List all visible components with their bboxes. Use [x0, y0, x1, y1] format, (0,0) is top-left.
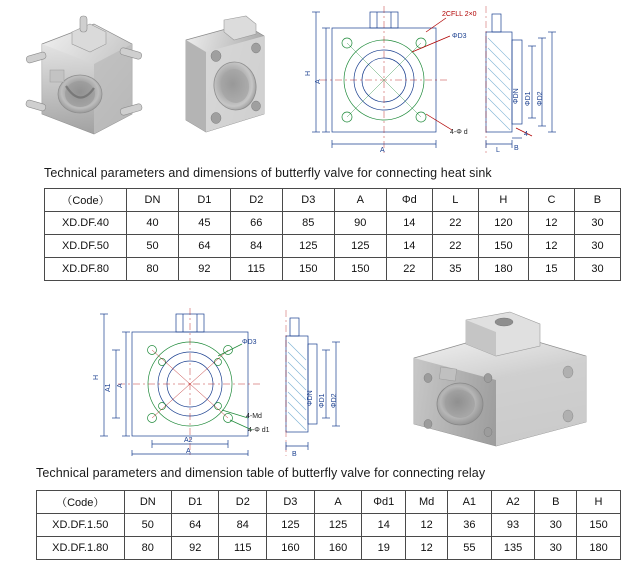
top-figure-row	[0, 0, 621, 158]
th-d2: D2	[230, 189, 282, 212]
cell-dn: 40	[127, 212, 179, 235]
th-a2: A2	[491, 491, 535, 514]
th-phid: Φd	[386, 189, 432, 212]
table-row	[37, 514, 621, 537]
table-wrapper-section-2	[36, 490, 621, 560]
cell-c: 12	[528, 212, 574, 235]
dim-label-a1: A1	[105, 383, 112, 392]
cell-phid1: 19	[362, 537, 406, 560]
dim-label-holes: 4-Φ d	[450, 129, 468, 136]
cell-h: 120	[478, 212, 528, 235]
th-d3: D3	[267, 491, 315, 514]
cell-a: 125	[334, 235, 386, 258]
table-row	[45, 212, 621, 235]
table-row	[45, 235, 621, 258]
dim-label-h: H	[305, 70, 312, 76]
cell-a: 90	[334, 212, 386, 235]
th-h: H	[478, 189, 528, 212]
cell-h: 150	[478, 235, 528, 258]
cell-a2: 93	[491, 514, 535, 537]
bottom-figure-row	[0, 300, 621, 458]
valve-photo-relay	[400, 312, 605, 450]
th-dn: DN	[127, 189, 179, 212]
dim-label-phi-d1: ΦD1	[525, 91, 532, 106]
cell-phid1: 14	[362, 514, 406, 537]
cell-md: 12	[406, 514, 448, 537]
cell-a: 125	[314, 514, 362, 537]
caption-section-1: Technical parameters and dimensions of butterfly valve for connecting heat sink	[44, 166, 492, 180]
cell-d3: 125	[282, 235, 334, 258]
th-d1: D1	[178, 189, 230, 212]
dim-label-a2: A2	[184, 437, 193, 444]
drawing-heat-sink-valve	[300, 6, 600, 154]
drawing-relay-valve	[90, 306, 390, 456]
cell-c: 12	[528, 235, 574, 258]
dim-label-phi-d3: ΦD3	[242, 339, 257, 346]
dim-label-phi-d2: ΦD2	[331, 393, 338, 408]
cell-a: 150	[334, 258, 386, 281]
cell-d1: 64	[178, 235, 230, 258]
th-c: C	[528, 189, 574, 212]
cell-code: XD.DF.80	[45, 258, 127, 281]
cell-d1: 92	[178, 258, 230, 281]
cell-d3: 85	[282, 212, 334, 235]
dim-label-phi-dn: ΦDN	[307, 390, 314, 406]
cell-d1: 45	[178, 212, 230, 235]
cell-a1: 55	[448, 537, 492, 560]
dim-label-h: H	[93, 374, 100, 380]
cell-b: 30	[535, 537, 577, 560]
dim-label-phi-dn: ΦDN	[513, 88, 520, 104]
cell-l: 22	[432, 212, 478, 235]
cell-b: 30	[574, 212, 620, 235]
cell-d2: 115	[219, 537, 267, 560]
dim-label-a-horiz: A	[380, 147, 385, 154]
cell-d2: 115	[230, 258, 282, 281]
cell-b: 30	[574, 258, 620, 281]
th-md: Md	[406, 491, 448, 514]
th-a: A	[334, 189, 386, 212]
cell-h: 180	[478, 258, 528, 281]
th-code: （Code）	[45, 189, 127, 212]
dim-label-chamfer: 2CFLL 2×0	[442, 11, 477, 18]
cell-dn: 80	[124, 537, 172, 560]
cell-d2: 84	[230, 235, 282, 258]
cell-dn: 50	[124, 514, 172, 537]
cell-a2: 135	[491, 537, 535, 560]
table-wrapper-section-1	[44, 188, 621, 281]
table-header-row	[45, 189, 621, 212]
cell-dn: 50	[127, 235, 179, 258]
cell-code: XD.DF.50	[45, 235, 127, 258]
spec-table-relay	[36, 490, 621, 560]
cell-l: 22	[432, 235, 478, 258]
cell-d1: 92	[172, 537, 219, 560]
th-dn: DN	[124, 491, 172, 514]
dim-label-a-vert: A	[117, 383, 124, 388]
cell-phid: 14	[386, 235, 432, 258]
dim-label-a-horiz: A	[186, 448, 191, 455]
cell-dn: 80	[127, 258, 179, 281]
th-b: B	[535, 491, 577, 514]
th-b: B	[574, 189, 620, 212]
cell-a: 160	[314, 537, 362, 560]
cell-code: XD.DF.1.80	[37, 537, 125, 560]
cell-d3: 150	[282, 258, 334, 281]
cell-code: XD.DF.1.50	[37, 514, 125, 537]
cell-b: 30	[574, 235, 620, 258]
dim-label-b: B	[514, 145, 519, 152]
cell-h: 150	[577, 514, 621, 537]
cell-l: 35	[432, 258, 478, 281]
cell-a1: 36	[448, 514, 492, 537]
cell-d1: 64	[172, 514, 219, 537]
th-a: A	[314, 491, 362, 514]
dim-label-a-vert: A	[315, 79, 322, 84]
th-a1: A1	[448, 491, 492, 514]
th-h: H	[577, 491, 621, 514]
dim-label-c4: 4	[524, 131, 528, 138]
th-d2: D2	[219, 491, 267, 514]
cell-d3: 160	[267, 537, 315, 560]
cell-d2: 84	[219, 514, 267, 537]
cell-phid: 22	[386, 258, 432, 281]
table-header-row	[37, 491, 621, 514]
dim-label-phi-d2: ΦD2	[537, 91, 544, 106]
th-d3: D3	[282, 189, 334, 212]
cell-md: 12	[406, 537, 448, 560]
dim-label-phi-d1: ΦD1	[319, 393, 326, 408]
th-l: L	[432, 189, 478, 212]
th-code: （Code）	[37, 491, 125, 514]
valve-photo-wafer	[168, 14, 278, 146]
cell-phid: 14	[386, 212, 432, 235]
cell-d3: 125	[267, 514, 315, 537]
th-d1: D1	[172, 491, 219, 514]
cell-d2: 66	[230, 212, 282, 235]
table-row	[37, 537, 621, 560]
cell-code: XD.DF.40	[45, 212, 127, 235]
dim-label-b: B	[292, 451, 297, 458]
cell-b: 30	[535, 514, 577, 537]
caption-section-2: Technical parameters and dimension table of butterfly valve for connecting relay	[36, 466, 486, 480]
table-row	[45, 258, 621, 281]
spec-table-heat-sink	[44, 188, 621, 281]
th-phid1: Φd1	[362, 491, 406, 514]
cell-h: 180	[577, 537, 621, 560]
cell-c: 15	[528, 258, 574, 281]
dim-label-holes-md: 4-Md	[246, 413, 262, 420]
dim-label-holes-d1: 4-Φ d1	[248, 427, 270, 434]
valve-photo-studs	[20, 10, 150, 150]
dim-label-phi-d3: ΦD3	[452, 33, 467, 40]
dim-label-l: L	[496, 147, 500, 154]
